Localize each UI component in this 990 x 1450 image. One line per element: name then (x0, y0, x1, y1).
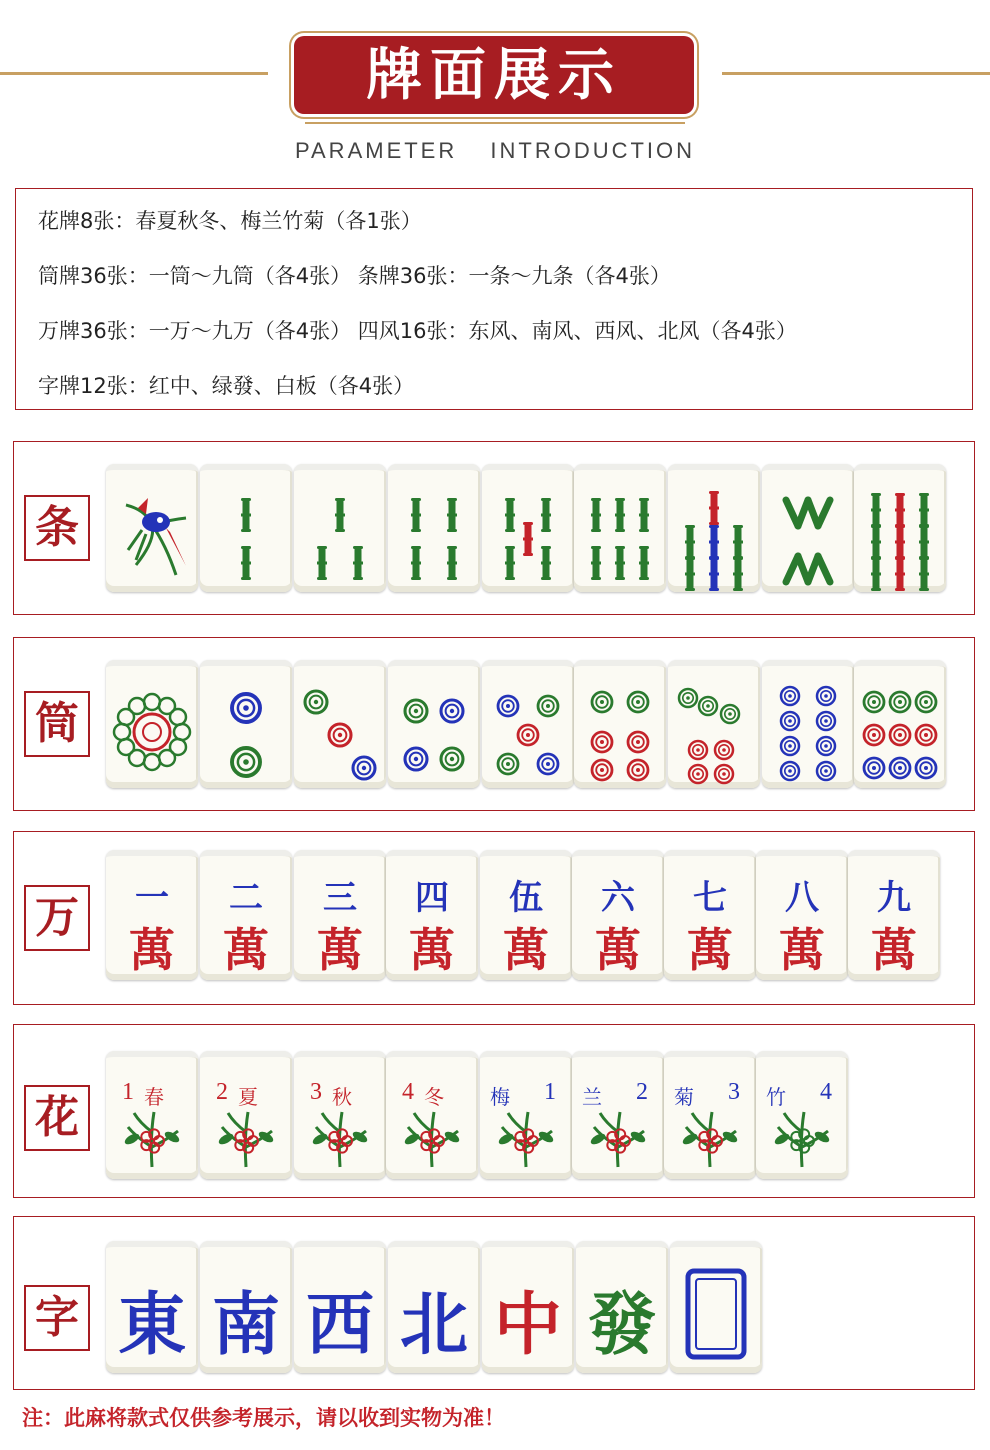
wan-tile-8 (756, 850, 848, 980)
bamboo-tile-8 (762, 464, 854, 592)
honor-tile-2 (200, 1241, 292, 1373)
bamboo-tile-6 (574, 464, 666, 592)
wan-numeral: 九 (877, 878, 911, 918)
flower-name: 秋 (332, 1085, 352, 1109)
title-underline (305, 122, 685, 124)
bamboo-tile-5 (482, 464, 574, 592)
bamboo-tile-2 (200, 464, 292, 592)
flower-number: 2 (216, 1079, 228, 1105)
wan-numeral: 四 (415, 878, 449, 918)
white-dragon-tile (670, 1241, 762, 1373)
flower-number: 4 (820, 1079, 832, 1105)
honor-tile-4 (388, 1241, 480, 1373)
page-subtitle (0, 138, 990, 164)
header-line-left (0, 72, 268, 75)
wan-numeral: 六 (601, 878, 635, 918)
wan-numeral: 二 (229, 878, 263, 918)
flower-name: 梅 (490, 1085, 510, 1109)
bamboo-tile-7 (668, 464, 760, 592)
honor-char: 發 (587, 1285, 656, 1365)
wan-suit-char: 萬 (409, 923, 455, 977)
flower-tile-4 (386, 1051, 478, 1179)
wan-tile-6 (572, 850, 664, 980)
spec-line: 字牌12张：红中、绿發、白板（各4张） (38, 374, 415, 398)
section-label-wan: 万 (24, 885, 90, 951)
wan-tile-4 (386, 850, 478, 980)
flower-number: 2 (636, 1079, 648, 1105)
flower-tile-5 (480, 1051, 572, 1179)
spec-box (15, 188, 973, 410)
page-title: 牌面展示 (366, 42, 622, 108)
flower-tile-2 (200, 1051, 292, 1179)
dots-tile-9 (854, 660, 946, 788)
wan-tile-9 (848, 850, 940, 980)
wan-numeral: 一 (135, 878, 169, 918)
section-label-zi: 字 (24, 1285, 90, 1351)
dots-tile-4 (388, 660, 480, 788)
dots-tile-6 (574, 660, 666, 788)
flower-number: 1 (544, 1079, 556, 1105)
section-label-tong: 筒 (24, 691, 90, 757)
flower-number: 1 (122, 1079, 134, 1105)
dots-tile-3 (294, 660, 386, 788)
bamboo-tile-4 (388, 464, 480, 592)
wan-suit-char: 萬 (779, 923, 825, 977)
flower-name: 兰 (582, 1085, 602, 1109)
flower-name: 夏 (238, 1085, 258, 1109)
wan-tile-2 (200, 850, 292, 980)
flower-number: 4 (402, 1079, 414, 1105)
wan-tile-1 (106, 850, 198, 980)
flower-number: 3 (728, 1079, 740, 1105)
dots-tile-7 (668, 660, 760, 788)
flower-tile-6 (572, 1051, 664, 1179)
wan-numeral: 七 (693, 878, 727, 918)
dots-tile-8 (762, 660, 854, 788)
section-wan (13, 831, 975, 1005)
honor-tile-5 (482, 1241, 574, 1373)
spec-line: 筒牌36张：一筒～九筒（各4张） 条牌36张：一条～九条（各4张） (38, 264, 671, 288)
section-label-tiao: 条 (24, 495, 90, 561)
section-tong (13, 637, 975, 811)
title-banner (294, 36, 694, 114)
wan-tile-7 (664, 850, 756, 980)
wan-suit-char: 萬 (317, 923, 363, 977)
wan-suit-char: 萬 (871, 923, 917, 977)
wan-suit-char: 萬 (687, 923, 733, 977)
wan-numeral: 伍 (509, 878, 543, 918)
header-line-right (722, 72, 990, 75)
section-zi (13, 1216, 975, 1390)
honor-tile-6 (576, 1241, 668, 1373)
section-hua (13, 1024, 975, 1198)
honor-tile-3 (294, 1241, 386, 1373)
honor-tile-1 (106, 1241, 198, 1373)
flower-tile-7 (664, 1051, 756, 1179)
spec-line: 花牌8张：春夏秋冬、梅兰竹菊（各1张） (38, 209, 422, 233)
section-label-hua: 花 (24, 1085, 90, 1151)
flower-number: 3 (310, 1079, 322, 1105)
wan-suit-char: 萬 (223, 923, 269, 977)
honor-char: 南 (211, 1285, 280, 1365)
flower-tile-3 (294, 1051, 386, 1179)
disclaimer-note: 注：此麻将款式仅供参考展示，请以收到实物为准！ (22, 1405, 505, 1430)
honor-char: 北 (399, 1285, 468, 1365)
wan-tile-3 (294, 850, 386, 980)
honor-char: 西 (305, 1285, 374, 1365)
subtitle-right: INTRODUCTION (490, 138, 696, 163)
flower-tile-1 (106, 1051, 198, 1179)
honor-char: 中 (493, 1285, 562, 1365)
spec-line: 万牌36张：一万～九万（各4张） 四风16张：东风、南风、西风、北风（各4张） (38, 319, 797, 343)
flower-name: 菊 (674, 1085, 694, 1109)
wan-numeral: 三 (323, 878, 357, 918)
wan-suit-char: 萬 (595, 923, 641, 977)
flower-name: 春 (144, 1085, 164, 1109)
section-tiao (13, 441, 975, 615)
bamboo-tile-9 (854, 464, 946, 592)
bamboo-tile-1 (106, 464, 198, 592)
flower-name: 竹 (766, 1085, 786, 1109)
wan-suit-char: 萬 (129, 923, 175, 977)
flower-name: 冬 (424, 1085, 444, 1109)
flower-tile-8 (756, 1051, 848, 1179)
honor-char: 東 (117, 1285, 186, 1365)
wan-tile-5 (480, 850, 572, 980)
dots-tile-5 (482, 660, 574, 788)
wan-suit-char: 萬 (503, 923, 549, 977)
dots-tile-1 (106, 660, 198, 788)
subtitle-left: PARAMETER (294, 138, 458, 163)
wan-numeral: 八 (785, 878, 819, 918)
bamboo-tile-3 (294, 464, 386, 592)
dots-tile-2 (200, 660, 292, 788)
